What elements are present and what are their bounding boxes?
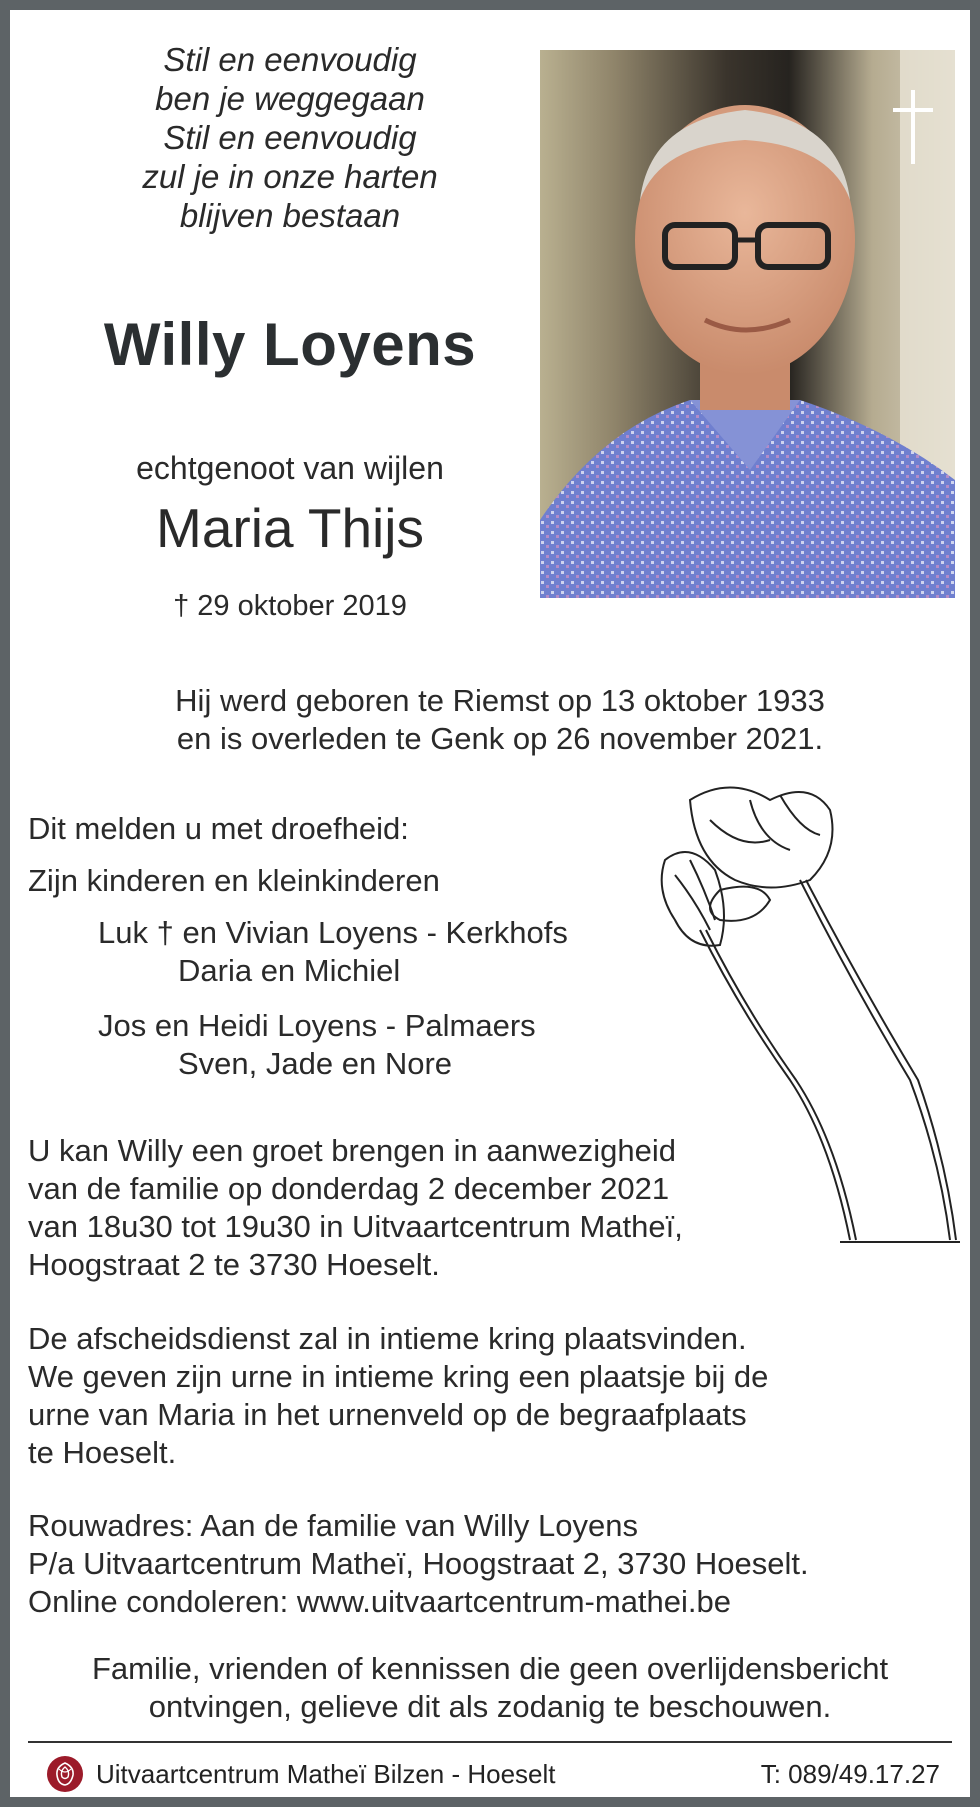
- contact-funeral-home: P/a Uitvaartcentrum Matheï, Hoogstraat 2, 3730 Hoeselt.: [28, 1546, 809, 1581]
- notice: [28, 1650, 952, 1726]
- poem: [50, 40, 530, 235]
- notice-line: Familie, vrienden of kennissen die geen overlijdensbericht: [91, 1651, 889, 1686]
- spouse-name: Maria Thijs: [156, 497, 424, 559]
- poem-line: Stil en eenvoudig: [163, 41, 417, 78]
- contact-address: Rouwadres: Aan de familie van Willy Loyens: [28, 1508, 638, 1543]
- service-line: urne van Maria in het urnenveld op de begraafplaats: [28, 1397, 747, 1432]
- birth-death-info: [50, 682, 950, 758]
- cross-icon: [893, 90, 933, 164]
- service-line: te Hoeselt.: [28, 1435, 177, 1470]
- company-name: Uitvaartcentrum Matheï Bilzen - Hoeselt: [96, 1758, 556, 1789]
- death-line: en is overleden te Genk op 26 november 2021.: [176, 721, 824, 756]
- family-children: Daria en Michiel: [178, 953, 401, 988]
- visitation-line: van de familie op donderdag 2 december 2021: [28, 1171, 670, 1206]
- poppy-illustration-icon: [660, 780, 960, 1250]
- spouse-death-date: † 29 oktober 2019: [173, 590, 407, 622]
- family-parents: Jos en Heidi Loyens - Palmaers: [98, 1008, 536, 1043]
- deceased-name: Willy Loyens: [103, 311, 477, 378]
- poem-line: blijven bestaan: [179, 197, 401, 234]
- poem-line: ben je weggegaan: [155, 80, 425, 117]
- poem-line: zul je in onze harten: [142, 158, 438, 195]
- contact-online-condolence: Online condoleren: www.uitvaartcentrum-mathei.be: [28, 1584, 732, 1619]
- notice-line: ontvingen, gelieve dit als zodanig te beschouwen.: [148, 1689, 832, 1724]
- family-parents: Luk † en Vivian Loyens - Kerkhofs: [98, 915, 568, 950]
- family-children: Sven, Jade en Nore: [178, 1046, 453, 1081]
- service-line: We geven zijn urne in intieme kring een plaatsje bij de: [28, 1359, 769, 1394]
- footer-divider: [28, 1741, 952, 1743]
- rose-logo-icon: [46, 1755, 84, 1793]
- obituary-card: [10, 10, 970, 1797]
- family-heading: Zijn kinderen en kleinkinderen: [28, 863, 440, 898]
- footer-company: [46, 1754, 556, 1794]
- visitation-line: van 18u30 tot 19u30 in Uitvaartcentrum Matheï,: [28, 1209, 683, 1244]
- portrait-photo: [540, 50, 955, 598]
- company-phone: T: 089/49.17.27: [760, 1759, 940, 1789]
- spouse-label: echtgenoot van wijlen: [136, 450, 444, 486]
- birth-line: Hij werd geboren te Riemst op 13 oktober 1933: [175, 683, 825, 718]
- visitation-line: Hoogstraat 2 te 3730 Hoeselt.: [28, 1247, 440, 1282]
- poem-line: Stil en eenvoudig: [163, 119, 417, 156]
- family-intro: Dit melden u met droefheid:: [28, 811, 409, 846]
- visitation-line: U kan Willy een groet brengen in aanwezigheid: [28, 1133, 676, 1168]
- service-line: De afscheidsdienst zal in intieme kring plaatsvinden.: [28, 1321, 747, 1356]
